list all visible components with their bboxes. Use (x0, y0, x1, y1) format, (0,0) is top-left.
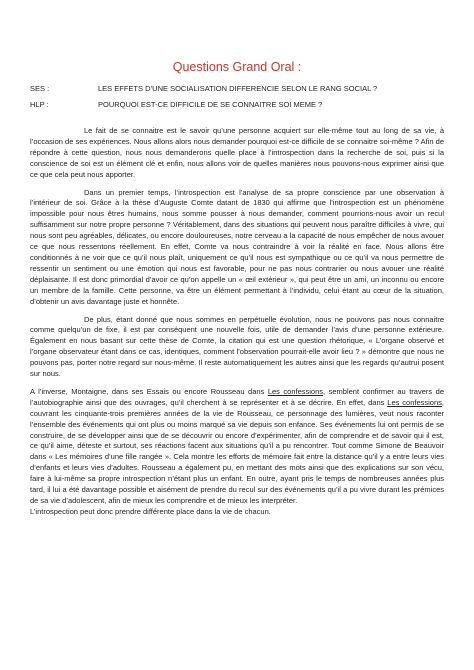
document-body (30, 126, 444, 518)
paragraph-autobiography (30, 387, 444, 507)
paragraph-text: , couvrant les cinquante-trois premières années de la vie de Rousseau, ce personnage des lumières, veut nous raconter l’ensemble des événements qui ont plus ou moins marqué sa vie depuis son enfance. Ses événements lui ont permis de se construire, de se développer ainsi que de se découvrir ou encore d’expérimenter, afin de comprendre et de savoir qui il est, ce qu’il aime, déteste et surtout, ses réactions facent aux situations qu’il a pu rencontrer. Tout comme Simone de Beauvoir dans « Les mémoires d’une fille rangée ». Cela montre les efforts de mémoire fait entre la distance qu’il y a entre leurs vies d’enfants et leurs vies d’adultes. Rousseau a également pu, en mettant des mots ainsi que des explications sur son vécu, faire à lui-même sa propre introspection n’étant plus un enfant. En outre, ayant pris le temps de nombreuses années plus tard, il lui a été davantage possible et aisément de prendre du recul sur des événements qu’il a pu vivre durant les prémices de sa vie d’adolescent, afin de mieux les comprendre et de mieux les interpréter. (30, 397, 444, 505)
question-label: HLP : (30, 100, 49, 109)
book-title-confessions: Les confessions (267, 386, 324, 396)
paragraph-conclusion: L’introspection peut donc prendre différente place dans la vie de chacun. (30, 506, 271, 516)
question-hlp (30, 100, 322, 109)
paragraph-introduction: Le fait de se connaitre est le savoir qu’une personne acquiert sur elle-même tout au long de sa vie, à l’occasion de ses expériences. Nous allons alors nous demander pourquoi est-ce difficile de se connaitre soi-même ? Afin de répondre à cette question, nous nous demanderons quelle place à l’introspection dans la recherche de soi, puis si la conscience de soi est un élément clé et enfin, nous allons voir de quelles manières nous pouvons-nous exprimer ainsi que ce que cela peut nous apporter. (30, 126, 444, 179)
paragraph-text: A l’inverse, Montaigne, dans ses Essais ou encore Rousseau dans (30, 386, 268, 396)
page-title: Questions Grand Oral : (172, 60, 302, 74)
question-ses (30, 84, 377, 93)
book-title-confessions: Les confessions (387, 397, 442, 407)
paragraph-evolution: De plus, étant donné que nous sommes en perpétuelle évolution, nous ne pouvons pas nous connaitre comme quelqu’un de fixe, il est par conséquent une nouvelle fois, utile de demander l’avis d’une personne extérieure. Également en nous basant sur cette thèse de Comte, la citation qui est une question rhétorique, « L’organe observé et l’organe observateur étant dans ce cas, identiques, comment l’observation pourrait-elle avoir lieu ? » démontre que nous ne pouvons pas, porter notre regard sur nous-même. Il reste automatiquement les autres ainsi que les regards qu’autrui posent sur nous. (30, 314, 444, 379)
paragraph-introspection: Dans un premier temps, l’introspection est l’analyse de sa propre conscience par une observation à l’intérieur de soi. Grâce à la thèse d’Auguste Comte datant de 1830 qui affirme que l’introspection est un phénomène impossible pour nous êtres humains, nous somme pousser à nous demander, comment pourrions-nous avoir un recul suffisamment sur notre propre personne ? Véritablement, dans des situations qui peuvent nous paraître difficiles à vivre, qui nous sont peu agréables, délicates, ou encore douloureuses, notre cerveau a la capacité de nous empêcher de nous avouer ce que nous ressentons réellement. En effet, Comte va nous contraindre à voir la réalité en face. Nous allons être conditionnés à ne voir que ce qu’il nous plaît, uniquement ce qu’il nous est sympathique ou ce qu’il va nous permettre de ressentir un sentiment ou une émotion qui nous est favorable, pour ne pas nous contrarier ou nous avouer une réalité déplaisante. Il est donc primordial d’avoir ce qu’on appelle un « œil extérieur », qui peut être un ami, un inconnu ou encore un membre de la famille. Cette personne, va être un élément permettant à l’individu, celui étant au cœur de la situation, d’obtenir un avis davantage juste et honnête. (30, 187, 444, 306)
paragraph-text: , semblent confirmer au travers de l’autobiographie ainsi que des ouvrages, qu’il cherchent à se représenter et à se décrire. En effet, dans (30, 386, 444, 407)
question-text: POURQUOI EST-CE DIFFICILE DE SE CONNAITRE SOI MEME ? (98, 100, 323, 109)
question-text: LES EFFETS D’UNE SOCIALISATION DIFFERENCIE SELON LE RANG SOCIAL ? (98, 84, 378, 93)
question-label: SES : (30, 84, 50, 93)
